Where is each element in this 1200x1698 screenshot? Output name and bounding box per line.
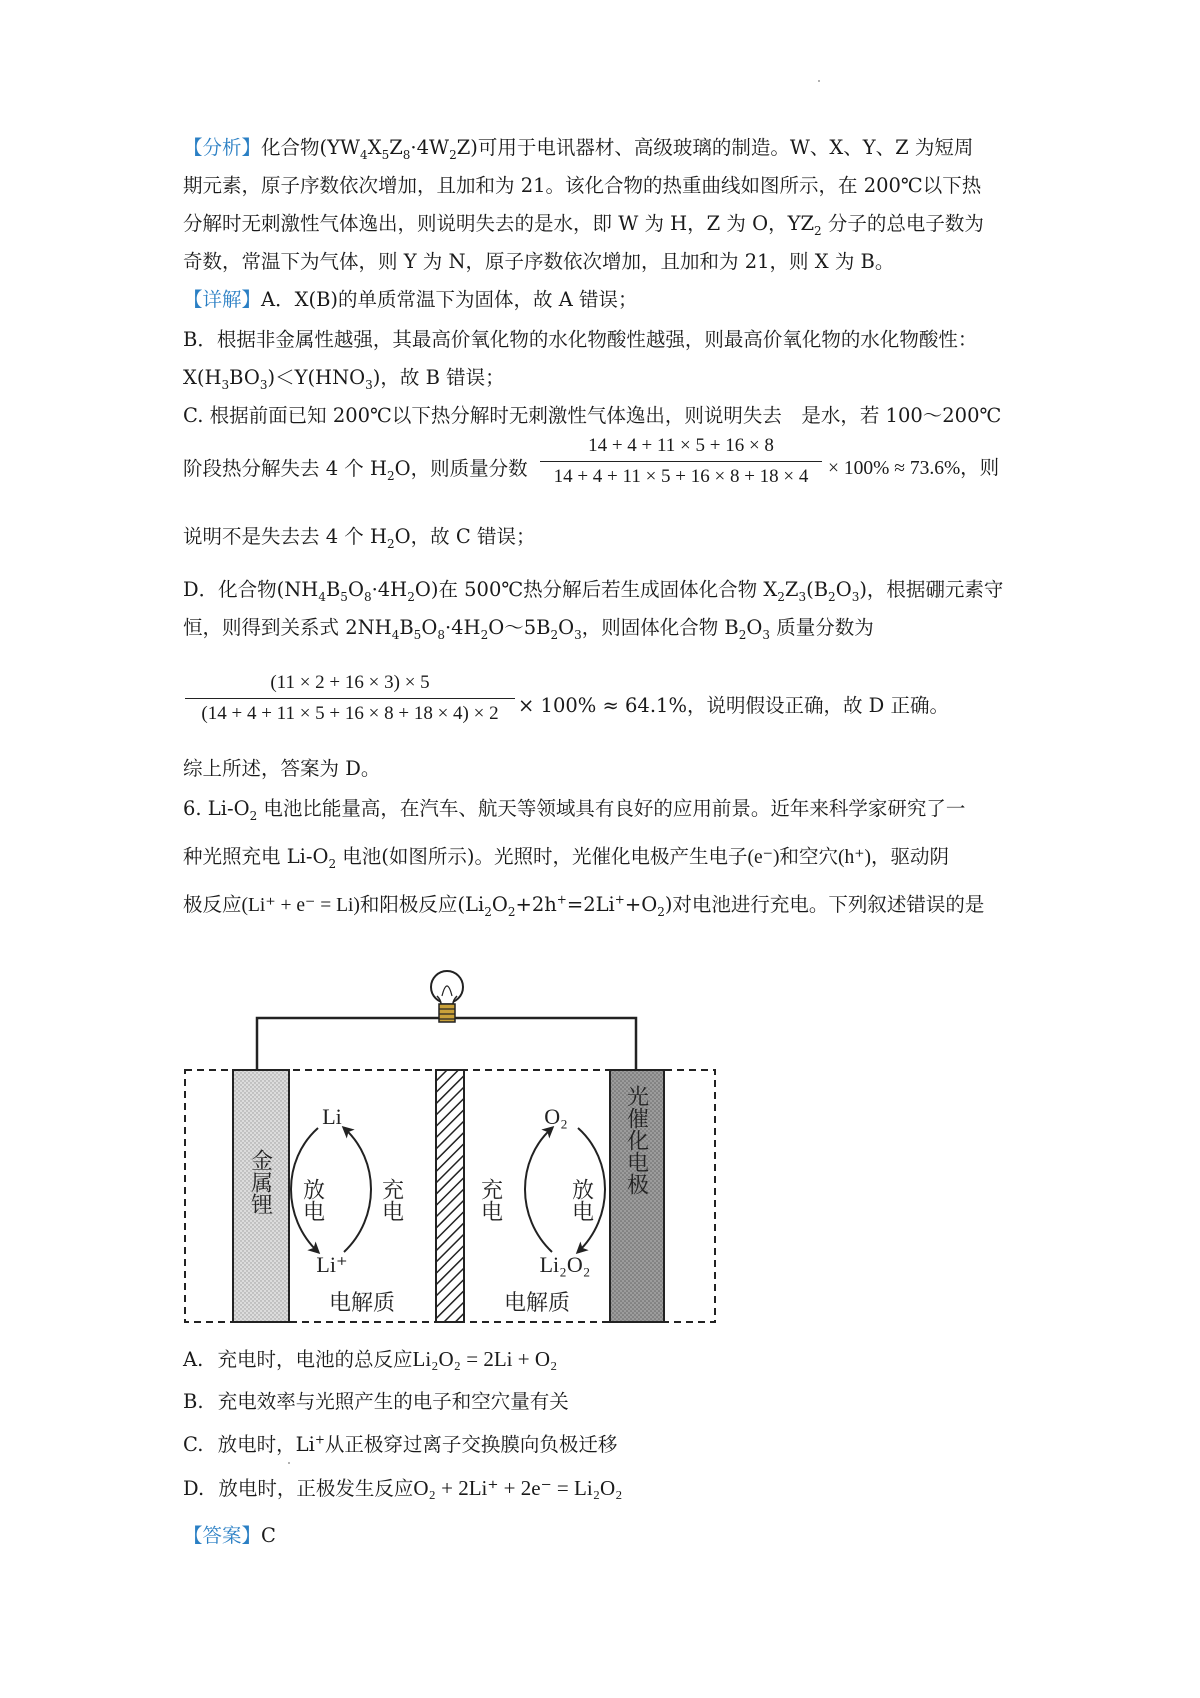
fraction-c-numerator: 14 + 4 + 11 × 5 + 16 × 8 (540, 435, 822, 462)
light-bulb-icon (431, 971, 463, 1022)
answer-line (183, 1522, 276, 1550)
analysis-line-2: 期元素，原子序数依次增加，且加和为 21。该化合物的热重曲线如图所示，在 200℃以下热 (183, 174, 982, 197)
option-d-equation: O₂ + 2Li⁺ + 2e⁻ = Li₂O₂ (413, 1476, 623, 1500)
detail-line-c2-tail: × 100% ≈ 73.6%，则 (828, 458, 1000, 479)
fraction-d-denominator: (14 + 4 + 11 × 5 + 16 × 8 + 18 × 4) × 2 (201, 703, 499, 724)
option-c (183, 1431, 617, 1459)
detail-tag: 【详解】 (183, 288, 262, 311)
analysis-line-3: 分解时无刺激性气体逸出，则说明失去的是水，即 W 为 H，Z 为 O，$YZ_2$ 分子的总电子数为 (183, 212, 984, 238)
fraction-c-denominator: 14 + 4 + 11 × 5 + 16 × 8 + 18 × 4 (553, 466, 809, 487)
label-electrolyte-left: 电解质 (328, 1290, 396, 1315)
option-d-text: 放电时，正极发生反应 (218, 1477, 414, 1500)
option-a-label: A. (183, 1348, 204, 1371)
detail-line-b2: $X(H_3BO_3)<Y(HNO_3)$，故 B 错误； (183, 366, 505, 392)
detail-line-d1: D．化合物$(NH_4B_5O_8\cdot 4H_2O)$在 500℃热分解后若生成固体化合物 $X_2Z_3(B_2O_3)$，根据硼元素守 (183, 578, 1004, 604)
detail-line-d3-tail: × 100% ≈ 64.1%，说明假设正确，故 D 正确。 (518, 694, 949, 717)
detail-line-a: 【详解】A．X(B)的单质常温下为固体，故 A 错误； (183, 288, 638, 311)
label-discharge-right: 放电 (569, 1178, 595, 1222)
option-b (183, 1388, 569, 1416)
fraction-d-numerator: (11 × 2 + 16 × 3) × 5 (185, 672, 515, 699)
option-b-text: 充电效率与光照产生的电子和空穴量有关 (217, 1390, 569, 1413)
label-discharge-left: 放电 (300, 1178, 326, 1222)
label-li2o2: Li₂O₂ (539, 1252, 591, 1277)
analysis-line-4: 奇数，常温下为气体，则 Y 为 N，原子序数依次增加，且加和为 21，则 X 为 B。 (183, 250, 895, 273)
q6-line-2: 种光照充电 $Li-O_2$ 电池(如图所示)。光照时，光催化电极产生电子(e⁻)和空穴(h⁺)，驱动阴 (183, 845, 950, 871)
option-d-label: D. (183, 1477, 205, 1500)
ion-exchange-membrane (436, 1070, 464, 1322)
option-d (183, 1474, 623, 1503)
option-b-label: B. (183, 1390, 204, 1413)
arrow-charge-right (525, 1128, 552, 1252)
analysis-tag: 【分析】 (183, 136, 262, 159)
detail-line-d2: 恒，则得到关系式 $2NH_4B_5O_8\cdot 4H_2O\sim 5B_2O_3$，则固体化合物 $B_2O_3$ 质量分数为 (183, 616, 874, 642)
detail-line-b1: B．根据非金属性越强，其最高价氧化物的水化物酸性越强，则最高价氧化物的水化物酸性： (183, 328, 978, 351)
detail-line-c1: C. 根据前面已知 200℃以下热分解时无刺激性气体逸出，则说明失去 是水，若 100～200℃ (183, 404, 1002, 427)
label-photocatalytic-electrode: 光催化电极 (624, 1085, 650, 1195)
label-li: Li (322, 1104, 342, 1129)
answer-value: C (261, 1524, 276, 1547)
label-charge-right: 充电 (478, 1178, 504, 1222)
option-a-text: 充电时，电池的总反应 (217, 1348, 413, 1371)
option-c-label: C. (183, 1433, 204, 1456)
label-o2: O₂ (544, 1104, 568, 1129)
external-wire (257, 1018, 636, 1070)
detail-line-c3: 说明不是失去去 4 个 $H_2O$，故 C 错误； (183, 525, 536, 551)
label-metal-lithium: 金属锂 (248, 1149, 274, 1215)
analysis-line-1: 【分析】化合物$(YW_4X_5Z_8\cdot 4W_2Z)$可用于电讯器材、高级玻璃的制造。W、X、Y、Z 为短周 (183, 136, 974, 162)
label-li-plus: Li⁺ (316, 1252, 348, 1277)
option-c-text: 放电时，Li+从正极穿过离子交换膜向负极迁移 (217, 1432, 618, 1456)
option-a (183, 1345, 557, 1374)
label-charge-left: 充电 (379, 1178, 405, 1222)
q6-line-3: 极反应(Li⁺ + e⁻ = Li)和阳极反应$(Li_2O_2+2h^+=2Li^++O_2)$对电池进行充电。下列叙述错误的是 (183, 892, 985, 919)
option-a-equation: Li₂O₂ = 2Li + O₂ (412, 1347, 558, 1371)
detail-line-c2: 阶段热分解失去 4 个 $H_2O$，则质量分数 (183, 457, 528, 483)
arrow-charge-left (344, 1128, 371, 1252)
q6-line-1: 6. $Li-O_2$ 电池比能量高，在汽车、航天等领域具有良好的应用前景。近年来科学家研究了一 (183, 797, 966, 823)
answer-tag: 【答案】 (183, 1524, 262, 1547)
label-electrolyte-right: 电解质 (503, 1290, 571, 1315)
detail-summary: 综上所述，答案为 D。 (183, 757, 381, 780)
